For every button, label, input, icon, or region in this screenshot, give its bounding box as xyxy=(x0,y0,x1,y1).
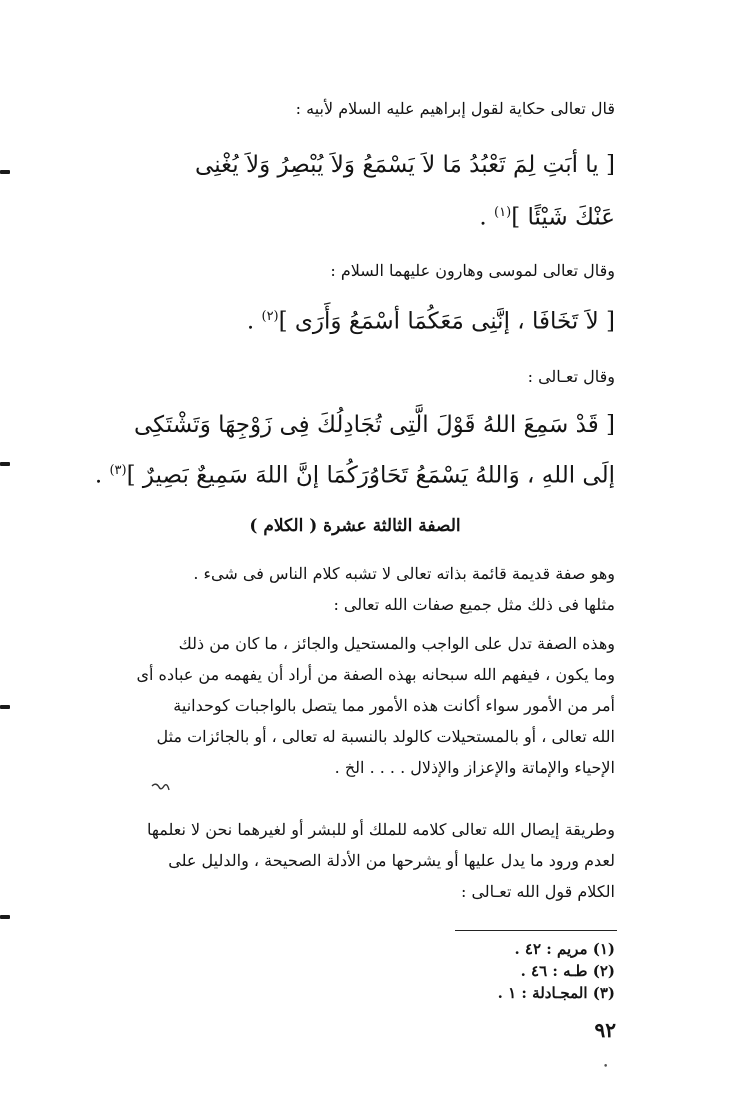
edge-mark xyxy=(0,170,10,174)
footnote-1: (١) مريم : ٤٢ . xyxy=(514,940,615,958)
paragraph-line: أمر من الأمور سواء أكانت هذه الأمور مما يتصل بالواجبات كوحدانية xyxy=(173,696,615,715)
paragraph-line: وهذه الصفة تدل على الواجب والمستحيل والجائز ، ما كان من ذلك xyxy=(178,634,615,653)
paragraph-1 xyxy=(95,558,615,620)
paragraph-line: لعدم ورود ما يدل عليها أو يشرحها من الأدلة الصحيحة ، والدليل على xyxy=(168,851,615,870)
paragraph-line: الإحياء والإماتة والإعزاز والإذلال . . . . الخ . xyxy=(334,758,615,777)
scan-speck: • xyxy=(603,1062,609,1072)
edge-mark xyxy=(0,462,10,466)
handwritten-mark-icon xyxy=(150,780,172,800)
edge-mark xyxy=(0,705,10,709)
paragraph-line: الله تعالى ، أو بالمستحيلات كالولد بالنسبة له تعالى ، أو بالجائزات مثل xyxy=(156,727,615,746)
paragraph-line: مثلها فى ذلك مثل جميع صفات الله تعالى : xyxy=(333,595,615,614)
verse-1-line-1: [ يا أبَتِ لِمَ تَعْبُدُ مَا لاَ يَسْمَعُ وَلاَ يُبْصِرُ وَلاَ يُغْنِى xyxy=(195,152,615,178)
paragraph-line: وما يكون ، فيفهم الله سبحانه بهذه الصفة من أراد أن يفهمه من عباده أى xyxy=(136,665,615,684)
intro-line-2: وقال تعالى لموسى وهارون عليهما السلام : xyxy=(330,261,615,280)
verse-3-line-2: إلَى اللهِ ، وَاللهُ يَسْمَعُ تَحَاوُرَكُمَا إنَّ اللهَ سَمِيعٌ بَصِيرٌ ]$^{(٣)}$ . xyxy=(94,462,615,489)
intro-line-3: وقال تعـالى : xyxy=(527,367,615,386)
paragraph-line: وهو صفة قديمة قائمة بذاته تعالى لا تشبه كلام الناس فى شىء . xyxy=(193,564,615,583)
footnotes xyxy=(440,938,615,1004)
paragraph-line: وطريقة إيصال الله تعالى كلامه للملك أو للبشر أو لغيرهما نحن لا نعلمها xyxy=(147,820,615,839)
section-heading: الصفة الثالثة عشرة ( الكلام ) xyxy=(249,516,461,536)
page-number: ٩٢ xyxy=(594,1018,616,1042)
paragraph-2 xyxy=(95,628,615,783)
footnote-2: (٢) طـه : ٤٦ . xyxy=(520,962,615,980)
verse-1-footnote-ref: (١) xyxy=(494,205,512,220)
footnote-divider xyxy=(455,930,617,931)
verse-3-text: إلَى اللهِ ، وَاللهُ يَسْمَعُ تَحَاوُرَكُمَا إنَّ اللهَ سَمِيعٌ بَصِيرٌ ] xyxy=(126,462,615,489)
verse-3-line-1: [ قَدْ سَمِعَ اللهُ قَوْلَ الَّتِى تُجَادِلُكَ فِى زَوْجِهَا وَتَشْتَكِى xyxy=(133,412,615,438)
intro-line-1: قال تعالى حكاية لقول إبراهيم عليه السلام لأبيه : xyxy=(295,99,615,118)
paragraph-3 xyxy=(95,814,615,907)
verse-2-text: [ لاَ تَخَافَا ، إنَّنِى مَعَكُمَا أسْمَعُ وَأَرَى ] xyxy=(278,308,615,335)
paragraph-line: الكلام قول الله تعـالى : xyxy=(460,882,615,901)
footnote-3: (٣) المجـادلة : ١ . xyxy=(497,984,615,1002)
verse-1-text: عَنْكَ شَيْئًا ] xyxy=(511,204,615,231)
verse-2-footnote-ref: (٢) xyxy=(261,309,279,324)
verse-3-footnote-ref: (٣) xyxy=(109,463,127,478)
verse-1-line-2: عَنْكَ شَيْئًا ]$^{(١)}$ . xyxy=(479,204,615,231)
verse-2: [ لاَ تَخَافَا ، إنَّنِى مَعَكُمَا أسْمَعُ وَأَرَى ]$^{(٢)}$ . xyxy=(246,308,615,335)
edge-mark xyxy=(0,915,10,919)
